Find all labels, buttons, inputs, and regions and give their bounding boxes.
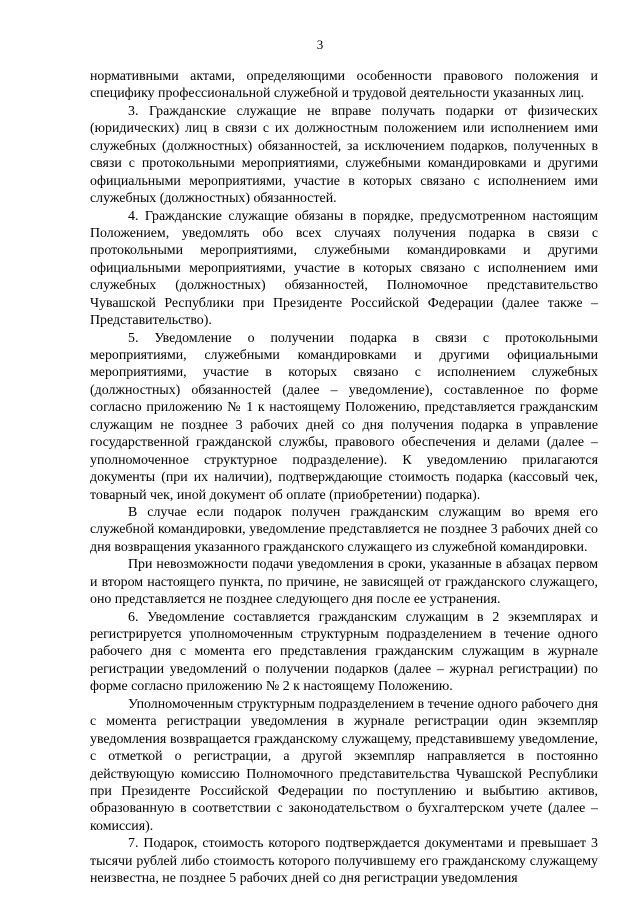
paragraph-item-4: 4. Гражданские служащие обязаны в порядке, предусмотренном настоящим Положением, уведомлять обо всех случаях получения подарка в связи с протокольными мероприятиями, служебными командировками и другими официальными мероприятиями, участие в которых связано с исполнением ими служебных (должностных) обязанностей, Полномочное представительство Чувашской Республики при Президенте Российской Федерации (далее также – Представительство). xyxy=(90,208,598,329)
paragraph-business-trip: В случае если подарок получен гражданским служащим во время его служебной командировки, уведомление представляется не позднее 3 рабочих дней со дня возвращения указанного гражданского служащего из служебной командировки. xyxy=(90,504,598,555)
paragraph-item-5: 5. Уведомление о получении подарка в связи с протокольными мероприятиями, служебными командировками и другими официальными мероприятиями, участие в которых связано с исполнением служебных (должностных) обязанностей (далее – уведомление), составленное по форме согласно приложению № 1 к настоящему Положению, представляется гражданским служащим не позднее 3 рабочих дней со дня получения подарка в управление государственной гражданской службы, правового обеспечения и делами (далее – уполномоченное структурное подразделение). К уведомлению прилагаются документы (при их наличии), подтверждающие стоимость подарка (кассовый чек, товарный чек, иной документ об оплате (приобретении) подарка). xyxy=(90,330,598,503)
paragraph-registration: Уполномоченным структурным подразделением в течение одного рабочего дня с момента регистрации уведомления в журнале регистрации один экземпляр уведомления возвращается гражданскому служащему, представившему уведомление, с отметкой о регистрации, а другой экземпляр направляется в постоянно действующую комиссию Полномочного представительства Чувашской Республики при Президенте Российской Федерации по поступлению и выбытию активов, образованную в соответствии с законодательством о бухгалтерском учете (далее – комиссия). xyxy=(90,696,598,834)
document-body xyxy=(90,68,598,888)
paragraph-impossibility: При невозможности подачи уведомления в сроки, указанные в абзацах первом и втором настоящего пункта, по причине, не зависящей от гражданского служащего, оно представляется не позднее следующего дня после ее устранения. xyxy=(90,557,598,608)
paragraph-item-3: 3. Гражданские служащие не вправе получать подарки от физических (юридических) лиц в связи с их должностным положением или исполнением ими служебных (должностных) обязанностей, за исключением подарков, полученных в связи с протокольными мероприятиями, служебными командировками и другими официальными мероприятиями, участие в которых связано с исполнением ими служебных (должностных) обязанностей. xyxy=(90,103,598,207)
page-number: 3 xyxy=(316,37,324,52)
paragraph-item-6: 6. Уведомление составляется гражданским служащим в 2 экземплярах и регистрируется уполномоченным структурным подразделением в течение одного рабочего дня с момента его представления гражданским служащим в журнале регистрации уведомлений о получении подарков (далее – журнал регистрации) по форме согласно приложению № 2 к настоящему Положению. xyxy=(90,609,598,695)
paragraph-item-7: 7. Подарок, стоимость которого подтверждается документами и превышает 3 тысячи рублей либо стоимость которого получившему его гражданскому служащему неизвестна, не позднее 5 рабочих дней со дня регистрации уведомления xyxy=(90,836,598,887)
paragraph-continuation: нормативными актами, определяющими особенности правового положения и специфику профессиональной служебной и трудовой деятельности указанных лиц. xyxy=(90,69,598,102)
